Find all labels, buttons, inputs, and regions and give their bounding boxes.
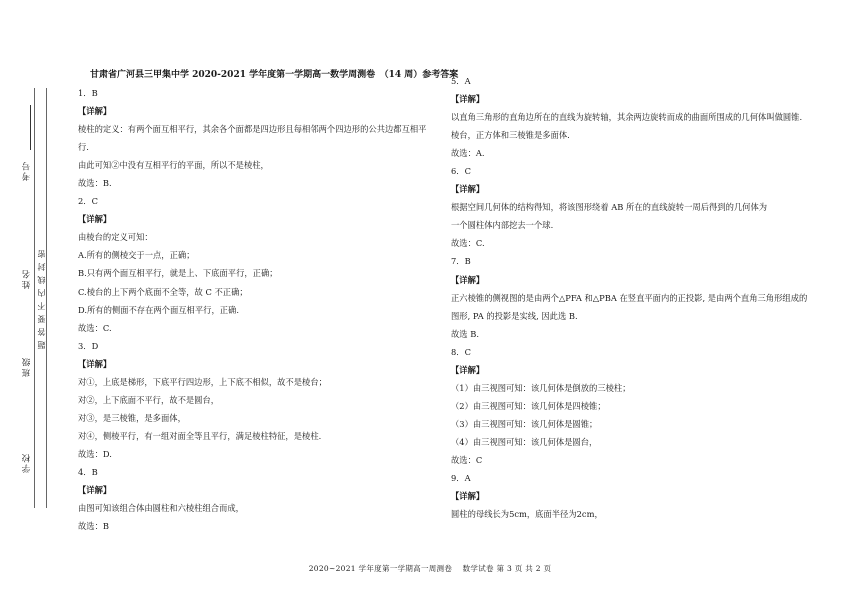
answer-line: C.棱台的上下两个底面不全等，故 C 不正确；: [78, 286, 248, 297]
binding-margin: [0, 0, 70, 611]
answer-line: 6．C: [451, 166, 471, 177]
answer-line: 以直角三角形的直角边所在的直线为旋转轴，其余两边旋转而成的曲面所围成的几何体叫做圆锥.: [451, 112, 803, 123]
answer-line: 1．B: [78, 88, 98, 98]
answer-line: 【详解】: [451, 274, 485, 285]
answer-line: 圆柱的母线长为5cm，底面半径为2cm，: [451, 509, 603, 520]
answer-line: 3．D: [78, 340, 99, 351]
answer-line: 【详解】: [78, 214, 112, 225]
answer-line: （4）由三视图可知：该几何体是圆台，: [451, 436, 598, 447]
answer-line: 正六棱锥的侧视图的是由两个△PFA 和△PBA 在竖直平面内的正投影, 是由两个直角三角形组成的: [451, 292, 808, 303]
answer-line: 行.: [78, 142, 89, 153]
answer-line: 对①，上底是梯形，下底平行四边形，上下底不相似，故不是棱台；: [78, 376, 327, 387]
answer-line: 图形, PA 的投影是实线, 因此选 B.: [451, 310, 578, 321]
answer-line: 4．B: [78, 466, 98, 477]
answer-line: 【详解】: [78, 358, 112, 369]
answer-line: 故选：A.: [451, 148, 485, 159]
answer-line: 由图可知该组合体由圆柱和六棱柱组合而成，: [78, 503, 244, 514]
answer-line: 故选 B.: [451, 328, 479, 339]
right-column: [451, 72, 831, 523]
answer-line: 棱台，正方体和三棱锥是多面体.: [451, 130, 570, 141]
answer-line: 故选：B: [78, 521, 109, 532]
answer-line: 由棱台的定义可知：: [78, 232, 153, 243]
label-xingming: 姓名: [22, 268, 32, 289]
answer-line: 7．B: [451, 256, 471, 267]
label-kaohao: 考号: [22, 160, 32, 181]
answer-line: 故选：D.: [78, 448, 112, 459]
answer-line: 一个圆柱体内部挖去一个球.: [451, 220, 554, 231]
answer-line: 对④，侧棱平行，有一组对面全等且平行，满足棱柱特征，是棱柱.: [78, 430, 322, 441]
answer-line: 【详解】: [451, 94, 485, 105]
kaohao-blank: [30, 105, 31, 150]
answer-line: （2）由三视图可知：该几何体是四棱锥；: [451, 400, 606, 411]
answer-line: 故选：C.: [451, 238, 485, 249]
answer-line: （3）由三视图可知：该几何体是圆锥；: [451, 418, 598, 429]
left-column: [78, 84, 433, 535]
answer-line: 5．A: [451, 76, 471, 86]
seal-instruction: 题答要不内线封密: [37, 245, 46, 349]
answer-line: 故选：C: [451, 454, 483, 465]
answer-line: 2．C: [78, 196, 98, 207]
answer-line: 棱柱的定义：有两个面互相平行，其余各个面都是四边形且每相邻两个四边形的公共边都互相平: [78, 124, 427, 135]
answer-line: D.所有的侧面不存在两个面互相平行，正确.: [78, 304, 239, 315]
answer-line: B.只有两个面互相平行，就是上、下底面平行，正确；: [78, 268, 278, 279]
answer-line: 【详解】: [78, 485, 112, 496]
label-banji: 班级: [22, 356, 32, 377]
answer-line: 对③，是三棱锥，是多面体，: [78, 412, 186, 423]
answer-line: 【详解】: [451, 364, 485, 375]
answer-line: 对②，上下底面不平行，故不是圆台，: [78, 394, 220, 405]
document-title: 甘肃省广河县三甲集中学 2020-2021 学年度第一学期高一数学周测卷 （14 周）参考答案: [90, 70, 459, 80]
page-footer: 2020~2021 学年度第一学期高一周测卷 数学试卷 第 3 页 共 2 页: [308, 564, 552, 573]
answer-line: 9．A: [451, 473, 471, 484]
answer-line: 【详解】: [451, 491, 485, 502]
answer-line: 【详解】: [451, 184, 485, 195]
label-xuexiao: 学校: [22, 452, 32, 473]
answer-line: A.所有的侧棱交于一点，正确；: [78, 250, 195, 261]
answer-line: 根据空间几何体的结构得知，将该图形绕着 AB 所在的直线旋转一周后得到的几何体为: [451, 202, 768, 213]
answer-line: （1）由三视图可知：该几何体是倒放的三棱柱；: [451, 382, 631, 393]
answer-line: 8．C: [451, 346, 471, 357]
answer-line: 由此可知②中没有互相平行的平面，所以不是棱柱，: [78, 160, 269, 171]
answer-line: 【详解】: [78, 106, 112, 117]
answer-line: 故选：B.: [78, 178, 112, 189]
answer-line: 故选：C.: [78, 322, 112, 333]
binding-line-outer: [34, 88, 35, 508]
